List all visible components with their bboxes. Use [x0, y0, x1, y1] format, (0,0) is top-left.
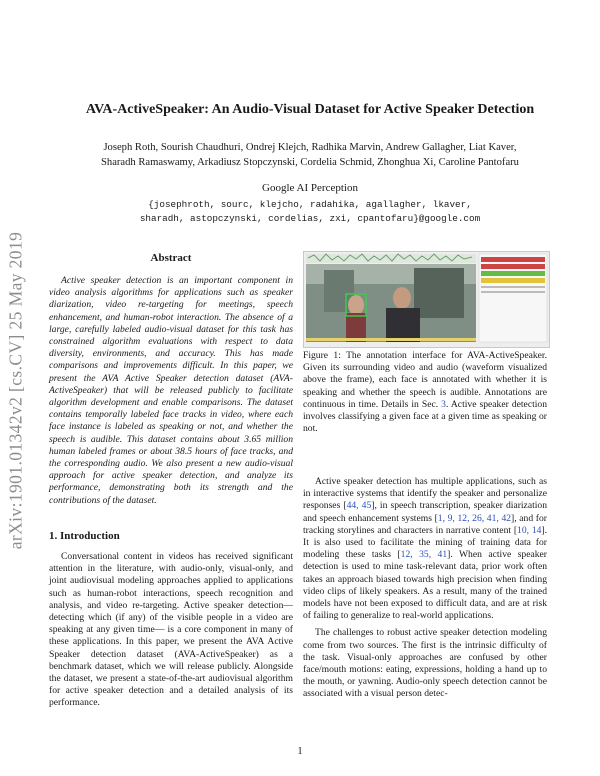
authors-line-1: Joseph Roth, Sourish Chaudhuri, Ondrej Klejch, Radhika Marvin, Andrew Gallagher, Liat Kaver, [103, 142, 517, 153]
abstract-body [49, 275, 293, 507]
figure-image [304, 252, 549, 347]
right-paragraph-1 [303, 476, 547, 622]
paper-title: AVA-ActiveSpeaker: An Audio-Visual Dataset for Active Speaker Detection [85, 102, 535, 117]
caption-part-2: . Active speaker detection involves classifying a given face at a given time as speaking or not. [303, 398, 547, 435]
citation-link[interactable]: 10, 14 [517, 524, 542, 536]
text-span: ]. When active speaker detection is used to mine task-relevant data, prior work often takes an approach biased towards high precision when finding video clips of likely speakers. As a result, many of the trained models have not been exposed to difficult data, and are at risk of failing to generalize to real-world applications. [303, 549, 547, 622]
abstract-heading: Abstract [150, 252, 192, 264]
abstract-text: Active speaker detection is an important component in video analysis algorithms for applications such as speaker diarization, video re-targeting for meetings, speech enhancement, and human-robot interaction. The absence of a large, carefully labeled audio-visual dataset for this task has constrained algorithm evaluations with respect to data diversity, environments, and accuracy. This has made comparisons and improvements difficult. In this paper, we present the AVA Active Speaker detection dataset (AVA-ActiveSpeaker) that will be released publicly to facilitate algorithm development and enable comparisons. The dataset contains temporally labeled face tracks in video, where each face instance is labeled as speaking or not, and whether the speech is audible. This dataset contains about 3.65 million human labeled frames or about 38.5 hours of face tracks, and the corresponding audio. We also present a new audio-visual approach for active speaker detection, and analyze its performance, demonstrating both its strength and the contributions of the dataset. [49, 275, 293, 506]
figure-caption-text [303, 350, 547, 435]
page-number: 1 [297, 746, 303, 757]
right-paragraph-2: The challenges to robust active speaker detection modeling come from two sources. The first is the intrinsic difficulty of the task. Visual-only approaches are confused by other face/mouth motions: eating, expressions, holding a hand up to the mouth, or yawning. Audio-only speech detection cannot be associated with a visual person detec- [303, 627, 547, 700]
emails-line-1: {josephroth, sourc, klejcho, radahika, agallagher, lkaver, [148, 199, 472, 210]
annotation-interface-figure [303, 251, 550, 348]
section-ref-link[interactable]: 3 [441, 398, 446, 410]
emails-line-2: sharadh, astopczynski, cordelias, zxi, cpantofaru}@google.com [139, 213, 481, 224]
text-span: ], and for tracking storylines and characters in narrative content [ [303, 512, 547, 536]
text-span: ], in speech transcription, speaker diarization and speech enhancement systems [ [303, 500, 547, 524]
authors-line-2: Sharadh Ramaswamy, Arkadiusz Stopczynski, Cordelia Schmid, Zhonghua Xi, Caroline Pantofaru [101, 157, 519, 168]
caption-part-1: Figure 1: The annotation interface for AVA-ActiveSpeaker. Given its surrounding video and audio (waveform visualized above the frame), each face is annotated with whether it is speaking and whether the speech is audible. Annotations are continuous in time. Details in Sec. [303, 350, 547, 410]
arxiv-stamp: arXiv:1901.01342v2 [cs.CV] 25 May 2019 [5, 231, 26, 550]
citation-link[interactable]: 44, 45 [346, 500, 372, 512]
intro-body [49, 551, 293, 710]
citation-link[interactable]: 1, 9, 12, 26, 41, 42 [437, 512, 512, 524]
affiliation: Google AI Perception [262, 182, 358, 194]
right-column-body [303, 476, 547, 701]
citation-link[interactable]: 12, 35, 41 [400, 549, 448, 561]
intro-heading: 1. Introduction [49, 530, 120, 542]
text-span: ]. It is also used to facilitate the mining of training data for modeling these tasks [ [303, 524, 548, 561]
text-span: Active speaker detection has multiple applications, such as in interactive systems that identify the speaker and personalize responses [ [303, 476, 547, 512]
figure-caption [303, 350, 547, 435]
intro-paragraph-1: Conversational content in videos has received significant attention in the literature, with audio-only, visual-only, and joint audiovisual modeling approaches applied to applications such as human-robot interactions, speech recognition and analysis, and video re-targeting. Active speaker detection— detecting which (if any) of the visible people in a video are speaking at any given time— is a core component in many of these applications. In this paper, we present the AVA Active Speaker detection dataset (AVA-ActiveSpeaker) as a benchmark dataset, which we will release publicly. Alongside the dataset, we present a state-of-the-art audiovisual algorithm for active speaker detection and a detailed analysis of its performance. [49, 551, 293, 709]
